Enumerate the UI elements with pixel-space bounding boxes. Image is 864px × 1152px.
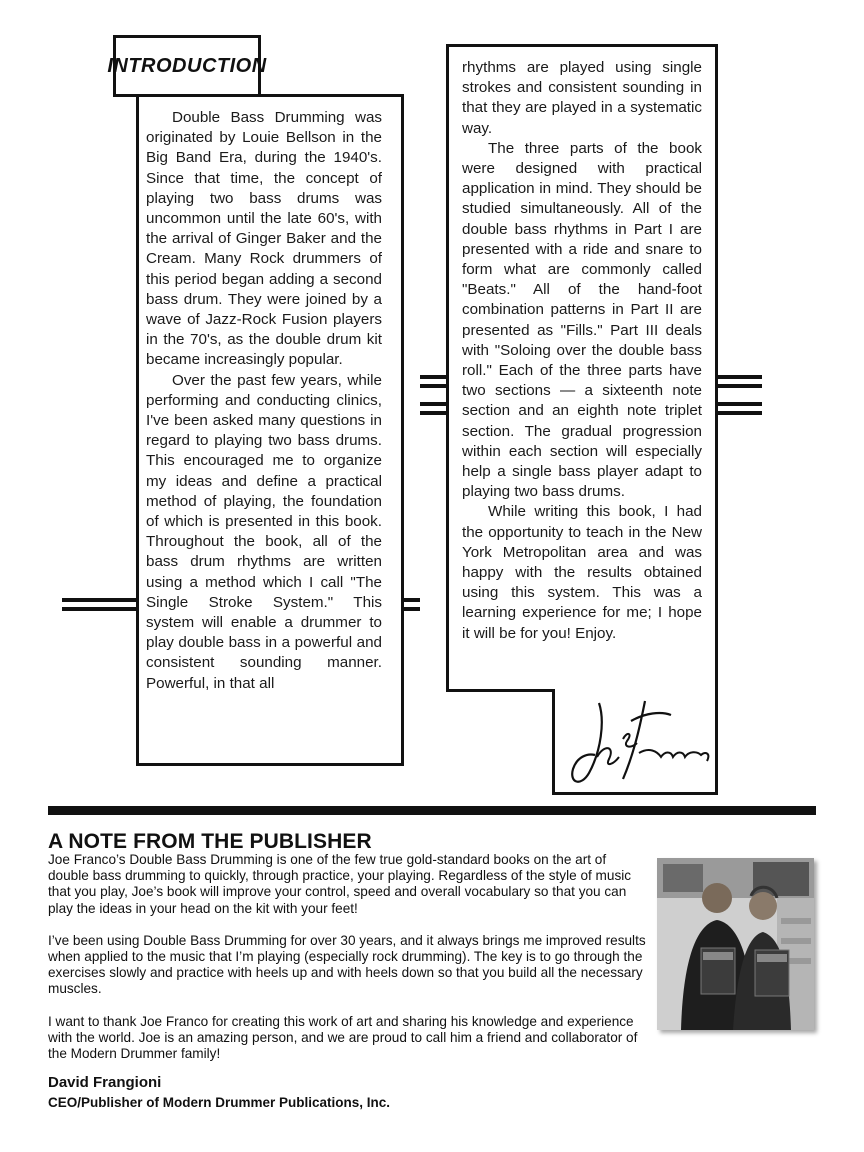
intro-paragraph: rhythms are played using single strokes and consistent sounding in that they are played in a systematic way.	[462, 59, 702, 137]
right-frame-bottom-edge	[446, 689, 555, 692]
intro-right-text	[462, 58, 702, 644]
left-inner-bar-top	[404, 598, 420, 602]
publisher-paragraph: Joe Franco’s Double Bass Drumming is one of the few true gold-standard books on the art of double bass drumming to quickly, through practice, your playing. Regardless of the style of music that you play, Joe’s book will improve your control, speed and overall vocabulary so that you can play the ideas in your head on the kit with your feet!	[48, 852, 632, 916]
right-outer-bar-4	[718, 411, 762, 415]
right-inner-bar-3	[420, 402, 446, 406]
intro-title-box	[107, 35, 267, 97]
publisher-author: David Frangioni	[48, 1074, 162, 1091]
right-inner-bar-1	[420, 375, 446, 379]
intro-paragraph: Double Bass Drumming was originated by Louie Bellson in the Big Band Era, during the 1940's. Since that time, the concept of playing two bass drums was uncommon until the late 60's, with the arrival of Ginger Baker and the Cream. Many Rock drummers of this period began adding a second bass drum. They were joined by a wave of Jazz-Rock Fusion players in the 70's, as the double drum kit became increasingly popular.	[146, 109, 382, 369]
left-inner-bar-bottom	[404, 607, 420, 611]
left-outer-bar-top	[62, 598, 136, 602]
right-inner-bar-2	[420, 384, 446, 388]
left-outer-bar-bottom	[62, 607, 136, 611]
publisher-paragraph: I want to thank Joe Franco for creating this work of art and sharing his knowledge and experience with the world. Joe is an amazing person, and we are proud to call him a friend and collaborator of the Modern Drummer family!	[48, 1013, 638, 1062]
intro-paragraph: While writing this book, I had the opportunity to teach in the New York Metropolitan area and was happy with the results obtained using this system. This was a learning experience for me; I hope it will be for you! Enjoy.	[462, 503, 702, 642]
intro-paragraph: Over the past few years, while performing and conducting clinics, I've been asked many questions in regard to playing two bass drums. This encouraged me to organize my ideas and define a practical method of playing, the foundation of which is presented in this book. Throughout the book, all of the bass drum rhythms are written using a method which I call "The Single Stroke System." This system will enable a drummer to play double bass in a powerful and consistent sounding manner. Powerful, in that all	[146, 371, 382, 692]
left-frame-top-edge	[258, 94, 404, 97]
intro-left-text	[146, 108, 382, 694]
intro-title: INTRODUCTION	[107, 54, 267, 77]
right-inner-bar-4	[420, 411, 446, 415]
right-outer-bar-1	[718, 375, 762, 379]
section-divider	[48, 806, 816, 815]
publisher-paragraph: I’ve been using Double Bass Drumming for over 30 years, and it always brings me improved results when applied to the music that I’m playing (especially rock drumming). The key is to go through the exercises slowly and practice with heels up and with heels down so that you build all the necessary muscles.	[48, 932, 646, 997]
signature-image	[561, 691, 713, 791]
right-outer-bar-3	[718, 402, 762, 406]
publisher-note-title: A NOTE FROM THE PUBLISHER	[48, 830, 372, 853]
publisher-photo	[657, 858, 814, 1030]
publisher-note-text	[48, 852, 650, 1078]
photo-image	[657, 858, 814, 1030]
right-outer-bar-2	[718, 384, 762, 388]
publisher-role: CEO/Publisher of Modern Drummer Publications, Inc.	[48, 1095, 391, 1110]
signature-box	[552, 689, 718, 795]
intro-paragraph: The three parts of the book were designed with practical application in mind. They should be studied simultaneously. All of the double bass rhythms in Part I are presented with a ride and snare to form what are commonly called "Beats." All of the hand-foot combination patterns in Part II are presented as "Fills." Part III deals with "Soloing over the double bass roll." Each of the three parts have two sections — a sixteenth note section and an eighth note triplet section. The gradual progression within each section will especially help a single bass player adapt to playing two bass drums.	[462, 139, 702, 501]
